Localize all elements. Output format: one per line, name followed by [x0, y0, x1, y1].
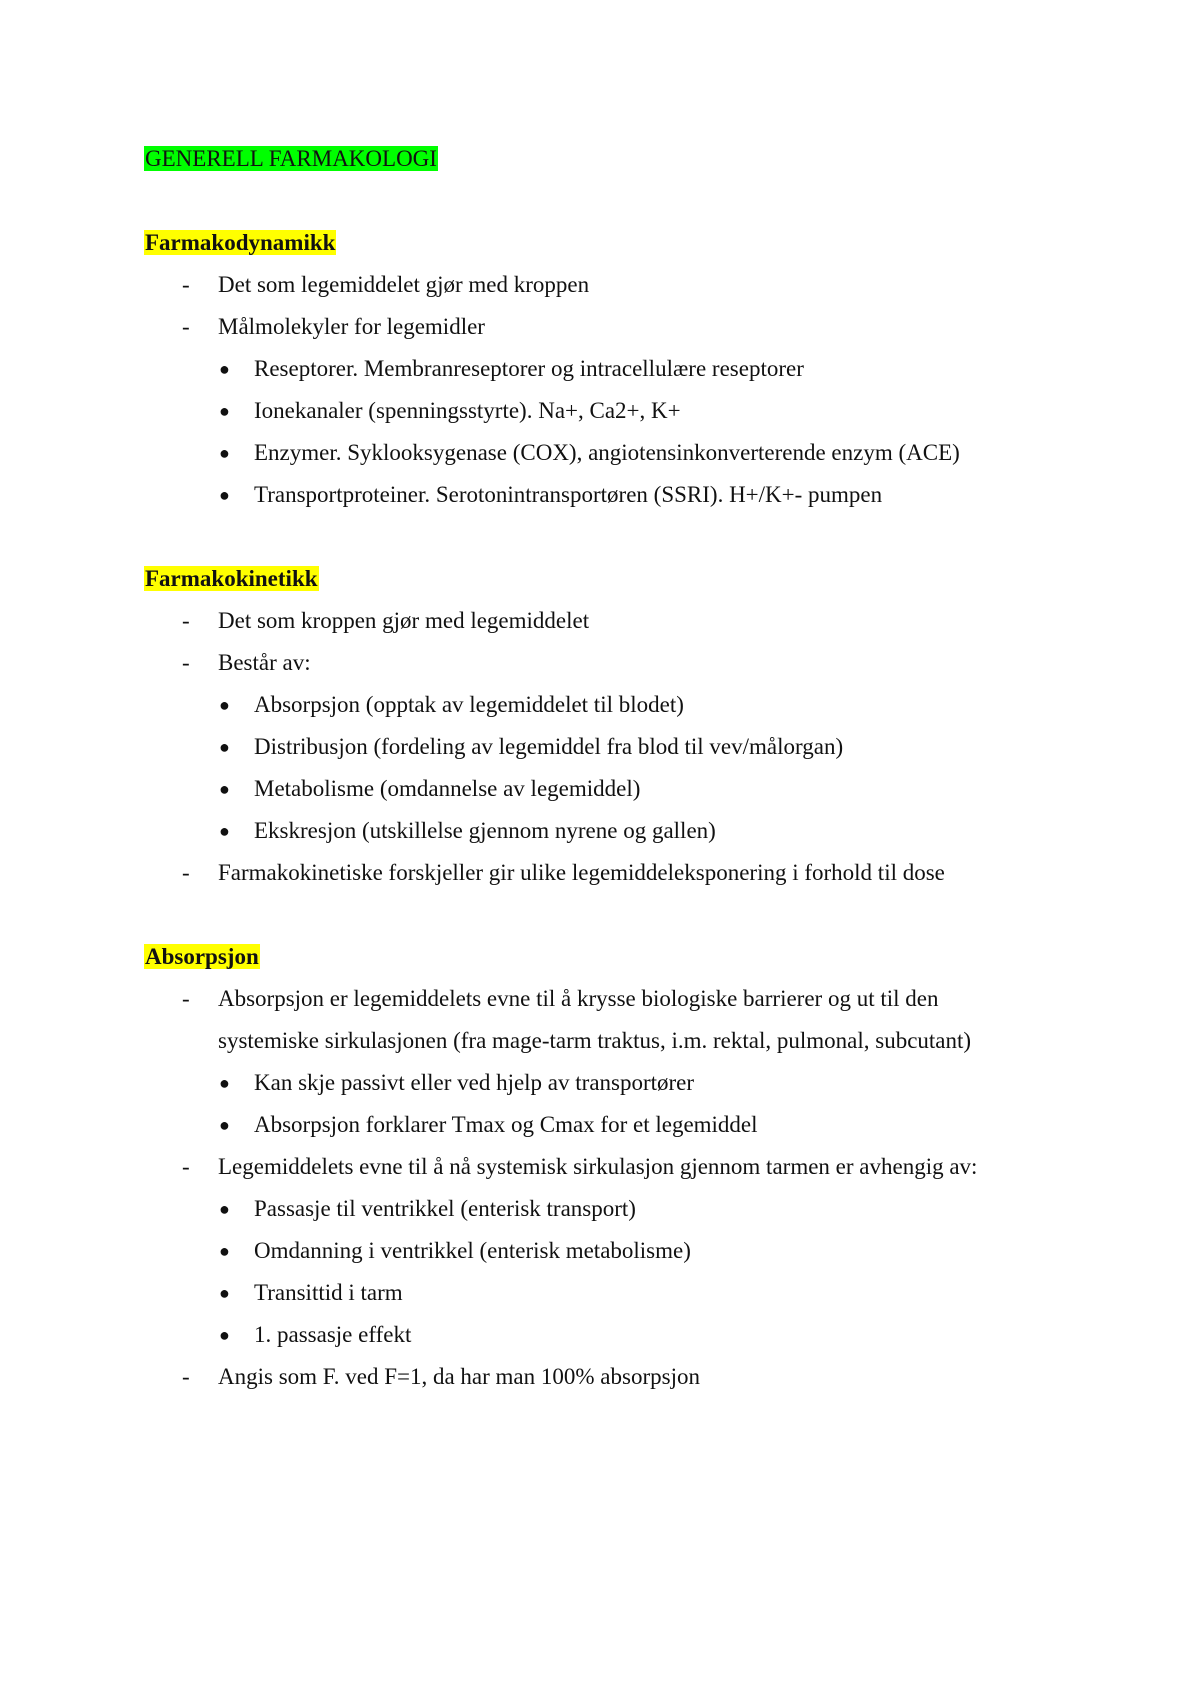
dash-marker: - — [182, 314, 190, 339]
list-item: Enzymer. Syklooksygenase (COX), angiotensinkonverterende enzym (ACE) — [254, 440, 960, 465]
dash-marker: - — [182, 986, 190, 1011]
section-heading-farmakodynamikk: Farmakodynamikk — [145, 230, 336, 255]
list-item: Legemiddelets evne til å nå systemisk sirkulasjon gjennom tarmen er avhengig av: — [218, 1154, 978, 1179]
dash-marker: - — [182, 860, 190, 885]
list-item: Distribusjon (fordeling av legemiddel fra blod til vev/målorgan) — [254, 734, 844, 759]
list-item: Transittid i tarm — [254, 1280, 403, 1305]
list-item: Ionekanaler (spenningsstyrte). Na+, Ca2+, K+ — [254, 398, 681, 423]
section-heading-absorpsjon: Absorpsjon — [145, 944, 259, 969]
list-item: Omdanning i ventrikkel (enterisk metabolisme) — [254, 1238, 691, 1263]
list-item: Reseptorer. Membranreseptorer og intracellulære reseptorer — [254, 356, 804, 381]
list-item: Farmakokinetiske forskjeller gir ulike legemiddeleksponering i forhold til dose — [218, 860, 945, 885]
dash-marker: - — [182, 608, 190, 633]
section-heading-line — [144, 942, 260, 972]
list-item: Angis som F. ved F=1, da har man 100% absorpsjon — [218, 1364, 700, 1389]
list-item: Absorpsjon er legemiddelets evne til å krysse biologiske barrierer og ut til den — [218, 986, 939, 1011]
list-item: Består av: — [218, 650, 311, 675]
list-item: Absorpsjon (opptak av legemiddelet til blodet) — [254, 692, 684, 717]
list-item: Det som kroppen gjør med legemiddelet — [218, 608, 590, 633]
bullet-icon: ● — [219, 737, 230, 757]
bullet-icon: ● — [219, 1073, 230, 1093]
list-item: Transportproteiner. Serotonintransportøren (SSRI). H+/K+- pumpen — [254, 482, 883, 507]
dash-marker: - — [182, 650, 190, 675]
bullet-icon: ● — [219, 443, 230, 463]
bullet-icon: ● — [219, 821, 230, 841]
list-item: Det som legemiddelet gjør med kroppen — [218, 272, 590, 297]
list-item: Metabolisme (omdannelse av legemiddel) — [254, 776, 641, 801]
section-heading-line — [144, 564, 319, 594]
list-item: Absorpsjon forklarer Tmax og Cmax for et legemiddel — [254, 1112, 758, 1137]
list-item: Passasje til ventrikkel (enterisk transport) — [254, 1196, 636, 1221]
bullet-icon: ● — [219, 1283, 230, 1303]
list-item: Målmolekyler for legemidler — [218, 314, 485, 339]
dash-marker: - — [182, 272, 190, 297]
list-item-continuation: systemiske sirkulasjonen (fra mage-tarm traktus, i.m. rektal, pulmonal, subcutant) — [218, 1028, 972, 1053]
bullet-icon: ● — [219, 401, 230, 421]
list-item: Ekskresjon (utskillelse gjennom nyrene og gallen) — [254, 818, 716, 843]
bullet-icon: ● — [219, 359, 230, 379]
document-title: GENERELL FARMAKOLOGI — [145, 146, 437, 171]
section-heading-farmakokinetikk: Farmakokinetikk — [145, 566, 318, 591]
bullet-icon: ● — [219, 695, 230, 715]
bullet-icon: ● — [219, 779, 230, 799]
bullet-icon: ● — [219, 485, 230, 505]
bullet-icon: ● — [219, 1241, 230, 1261]
document-title-line — [144, 144, 438, 174]
section-heading-line — [144, 228, 336, 258]
bullet-icon: ● — [219, 1199, 230, 1219]
bullet-icon: ● — [219, 1325, 230, 1345]
list-item: Kan skje passivt eller ved hjelp av transportører — [254, 1070, 695, 1095]
bullet-icon: ● — [219, 1115, 230, 1135]
dash-marker: - — [182, 1154, 190, 1179]
list-item: 1. passasje effekt — [254, 1322, 412, 1347]
dash-marker: - — [182, 1364, 190, 1389]
